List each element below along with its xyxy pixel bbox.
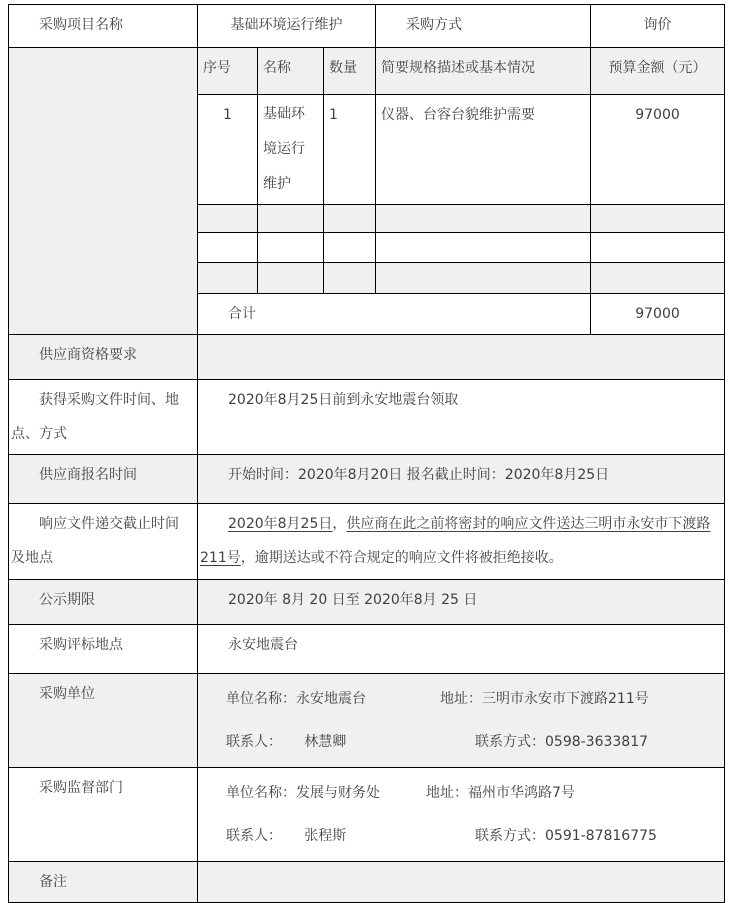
- deadline-date-underlined: 2020年8月25日: [228, 516, 333, 532]
- dept-contact-line: [200, 815, 720, 858]
- doc-obtain-row: [9, 380, 725, 455]
- dept-org-line: [200, 772, 720, 815]
- publicity-period-row: [9, 580, 725, 625]
- response-deadline-label: 响应文件递交截止时间及地点: [9, 504, 198, 580]
- unit-contact-line: [200, 721, 720, 764]
- qualification-row: [9, 335, 725, 380]
- remarks-label: 备注: [9, 862, 198, 903]
- empty-cell: [324, 233, 376, 263]
- col-header-qty: 数量: [324, 48, 376, 95]
- item-qty: 1: [324, 95, 376, 205]
- remarks-row: [9, 862, 725, 903]
- evaluation-place-label: 采购评标地点: [9, 625, 198, 674]
- dept-contact-phone: 联系方式：0591-87816775: [475, 828, 657, 844]
- empty-cell: [376, 205, 591, 233]
- purchasing-unit-row: [9, 674, 725, 768]
- col-header-name: 名称: [258, 48, 324, 95]
- qualification-value: [198, 335, 725, 380]
- empty-cell: [198, 263, 258, 294]
- publicity-period-label: 公示期限: [9, 580, 198, 625]
- project-name-label: 采购项目名称: [9, 5, 198, 48]
- items-header-row: [9, 48, 725, 95]
- doc-obtain-label: 获得采购文件时间、地点、方式: [9, 380, 198, 455]
- empty-cell: [198, 205, 258, 233]
- empty-cell: [324, 205, 376, 233]
- deadline-rest: ，逾期送达或不符合规定的响应文件将被拒绝接收。: [240, 550, 563, 566]
- procurement-notice-table: [8, 4, 725, 903]
- unit-contact-phone: 联系方式：0598-3633817: [475, 734, 649, 750]
- item-desc: 仪器、台容台貌维护需要: [376, 95, 591, 205]
- item-no: 1: [198, 95, 258, 205]
- unit-org-name: 单位名称：永安地震台: [226, 691, 366, 707]
- empty-cell: [198, 233, 258, 263]
- publicity-period-value: 2020年 8月 20 日至 2020年8月 25 日: [198, 580, 725, 625]
- signup-time-label: 供应商报名时间: [9, 455, 198, 504]
- signup-time-value: 开始时间：2020年8月20日 报名截止时间：2020年8月25日: [198, 455, 725, 504]
- supervision-dept-label: 采购监督部门: [9, 768, 198, 862]
- evaluation-place-row: [9, 625, 725, 674]
- empty-cell: [376, 233, 591, 263]
- empty-cell: [258, 233, 324, 263]
- purchasing-unit-label: 采购单位: [9, 674, 198, 768]
- qualification-label: 供应商资格要求: [9, 335, 198, 380]
- empty-cell: [591, 233, 725, 263]
- unit-org-line: [200, 678, 720, 721]
- header-row: [9, 5, 725, 48]
- response-deadline-row: [9, 504, 725, 580]
- empty-cell: [591, 205, 725, 233]
- evaluation-place-value: 永安地震台: [198, 625, 725, 674]
- deadline-comma: ，: [332, 516, 347, 532]
- item-budget: 97000: [591, 95, 725, 205]
- procurement-method-label: 采购方式: [376, 5, 591, 48]
- unit-address: 地址：三明市永安市下渡路211号: [440, 691, 649, 707]
- empty-cell: [376, 263, 591, 294]
- empty-cell: [258, 205, 324, 233]
- purchasing-unit-value: [198, 674, 725, 768]
- supervision-dept-value: [198, 768, 725, 862]
- col-header-budget: 预算金额（元）: [591, 48, 725, 95]
- response-deadline-value: [198, 504, 725, 580]
- dept-contact-person: 联系人： 张程斯: [226, 828, 347, 844]
- total-label: 合计: [198, 294, 591, 335]
- empty-cell: [258, 263, 324, 294]
- remarks-value: [198, 862, 725, 903]
- total-value: 97000: [591, 294, 725, 335]
- unit-contact-person: 联系人： 林慧卿: [226, 734, 347, 750]
- supervision-dept-row: [9, 768, 725, 862]
- procurement-method-value: 询价: [591, 5, 725, 48]
- item-name: 基础环境运行维护: [258, 95, 324, 205]
- signup-time-row: [9, 455, 725, 504]
- deadline-body-underlined: 供应商在此之前将密封的响应文件送达三明市永安市下渡路211号: [200, 516, 711, 566]
- empty-cell: [324, 263, 376, 294]
- col-header-no: 序号: [198, 48, 258, 95]
- dept-org-name: 单位名称：发展与财务处: [226, 785, 380, 801]
- doc-obtain-value: 2020年8月25日前到永安地震台领取: [198, 380, 725, 455]
- col-header-desc: 简要规格描述或基本情况: [376, 48, 591, 95]
- left-merged-cell: [9, 48, 198, 335]
- project-name-value: 基础环境运行维护: [198, 5, 376, 48]
- dept-address: 地址：福州市华鸿路7号: [426, 785, 575, 801]
- empty-cell: [591, 263, 725, 294]
